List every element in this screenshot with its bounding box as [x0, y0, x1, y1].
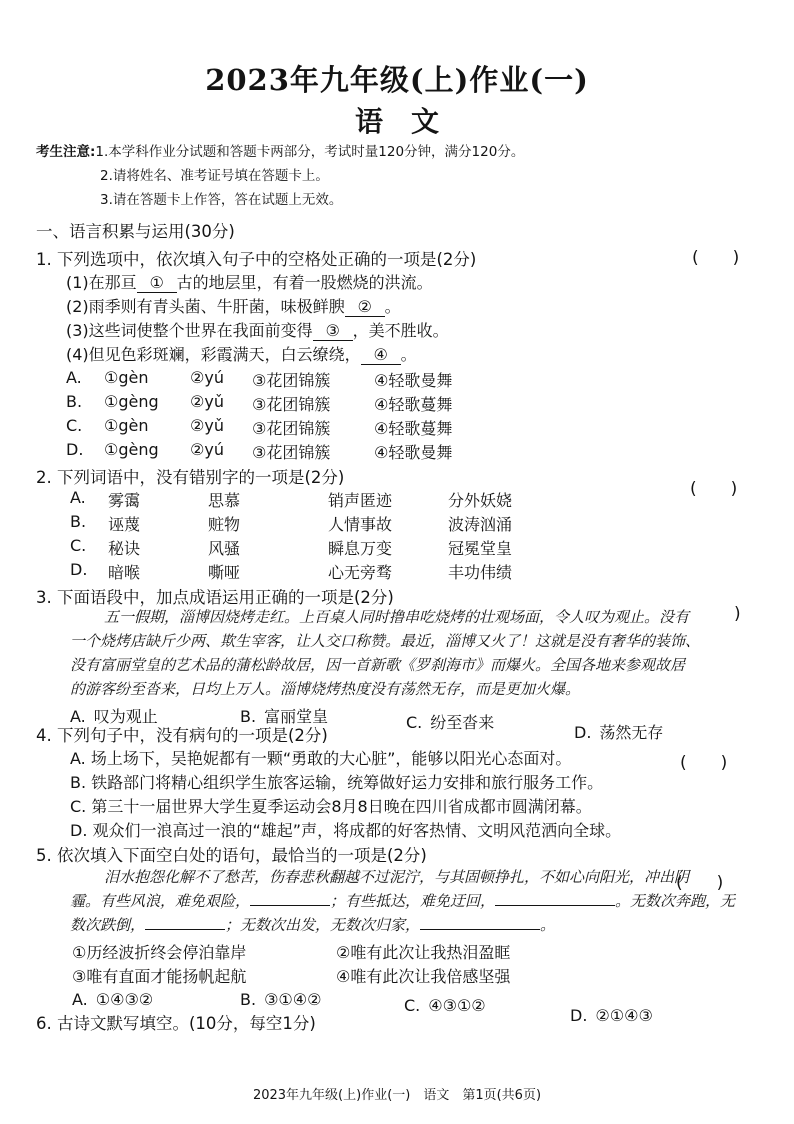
- option-item: 秘诀: [108, 539, 141, 558]
- q5-passage-line: 泪水抱怨化解不了愁苦，伤春悲秋翻越不过泥泞，与其固顿挣扎，不如心向阳光，冲出阴: [104, 868, 690, 886]
- q2-answer-bracket[interactable]: ( ): [690, 479, 738, 499]
- q3-passage-line: 一个烧烤店缺斤少两、欺生宰客，让人交口称赞。最近，淄博又火了！这就是没有奢华的装饰、: [70, 632, 701, 650]
- q5-option-c[interactable]: [404, 996, 486, 1015]
- subject-title: 语 文: [354, 105, 439, 138]
- option-item: ②yǔ: [190, 392, 224, 411]
- q1-line-text: (1)在那亘: [66, 273, 137, 292]
- q1-line: [66, 294, 401, 317]
- q1-line-text: (3)这些词使整个世界在我面前变得: [66, 321, 313, 340]
- q5-choice: ④唯有此次让我倍感坚强: [336, 967, 511, 986]
- q5-choice: ②唯有此次让我热泪盈眶: [336, 943, 511, 962]
- q1-option-b[interactable]: [66, 392, 452, 415]
- option-item: ①gèng: [104, 392, 159, 411]
- q5-choice: ③唯有直面才能扬帆起航: [72, 967, 247, 986]
- q1-line-text: (4)但见色彩斑斓，彩霞满天，白云缭绕，: [66, 345, 361, 364]
- option-label: C.: [70, 536, 87, 555]
- option-item: 冠冕堂皇: [448, 539, 513, 558]
- q2-stem: 2. 下列词语中，没有错别字的一项是(2分): [36, 468, 345, 487]
- q1-line-text: ，美不胜收。: [352, 321, 449, 340]
- q1-option-a[interactable]: [66, 368, 452, 391]
- option-item: ④轻歌曼舞: [374, 443, 453, 462]
- option-item: ①gèn: [104, 368, 149, 387]
- q1-blank: ②: [345, 297, 385, 317]
- section-title: 一、语言积累与运用(30分): [36, 222, 235, 241]
- q4-answer-bracket[interactable]: ( ): [680, 753, 728, 773]
- option-item: 荡然无存: [599, 723, 664, 742]
- q3-answer-bracket[interactable]: ): [734, 604, 741, 624]
- option-item: 波涛汹涌: [448, 515, 513, 534]
- option-item: 心无旁骛: [328, 563, 393, 582]
- q5-blank[interactable]: [250, 905, 330, 906]
- option-item: 分外妖娆: [448, 491, 513, 510]
- option-label: B.: [240, 707, 257, 726]
- q1-blank: ③: [313, 321, 353, 341]
- q5-answer-bracket[interactable]: ( ): [676, 873, 724, 893]
- option-item: ③花团锦簇: [252, 395, 331, 414]
- q1-line: [66, 318, 449, 341]
- notice-line-1: [36, 140, 524, 160]
- option-item: ①gèng: [104, 440, 159, 459]
- page-title: 2023年九年级(上)作业(一): [205, 63, 589, 97]
- option-item: ④③①②: [428, 996, 486, 1015]
- option-item: 诬蔑: [108, 515, 141, 534]
- q5-stem: 5. 依次填入下面空白处的语句，最恰当的一项是(2分): [36, 846, 427, 865]
- option-label: D.: [70, 560, 88, 579]
- option-label: D.: [66, 440, 84, 459]
- q1-option-d[interactable]: [66, 440, 452, 463]
- q3-option-c[interactable]: [406, 710, 494, 733]
- option-item: ②yú: [190, 368, 224, 387]
- q5-passage-line: [70, 890, 735, 911]
- q4-stem: 4. 下列句子中，没有病句的一项是(2分): [36, 726, 328, 745]
- q4-option-d[interactable]: D. 观众们一浪高过一浪的“雄起”声，将成都的好客热情、文明风范洒向全球。: [70, 821, 622, 840]
- q2-option-c[interactable]: [70, 536, 512, 559]
- option-label: C.: [406, 713, 423, 732]
- q1-answer-bracket[interactable]: ( ): [692, 248, 740, 268]
- option-label: C.: [404, 996, 421, 1015]
- option-label: B.: [240, 990, 257, 1009]
- option-label: D.: [570, 1006, 588, 1025]
- option-item: ③花团锦簇: [252, 371, 331, 390]
- option-item: 富丽堂皇: [264, 707, 329, 726]
- page-footer: 2023年九年级(上)作业(一) 语文 第1页(共6页): [252, 1088, 542, 1103]
- option-label: A.: [70, 488, 86, 507]
- q1-line-text: 。: [384, 297, 401, 316]
- option-item: 赃物: [208, 515, 241, 534]
- q1-line: [66, 342, 417, 365]
- option-label: C.: [66, 416, 83, 435]
- option-item: 销声匿迹: [328, 491, 393, 510]
- q2-option-d[interactable]: [70, 560, 512, 583]
- option-item: ④轻歌蔓舞: [374, 395, 453, 414]
- option-item: 思慕: [208, 491, 241, 510]
- option-item: ②①④③: [595, 1006, 653, 1025]
- q5-choice: ①历经波折终会停泊靠岸: [72, 943, 247, 962]
- q5-passage-text: 霾。有些风浪，难免艰险，: [70, 892, 251, 910]
- q3-passage-line: 没有富丽堂皇的艺术品的蒲松龄故居，因一首新歌《罗刹海市》而爆火。全国各地来参观故居: [70, 656, 686, 674]
- q1-blank: ④: [361, 345, 401, 365]
- q1-blank: ①: [137, 273, 177, 293]
- option-item: 嘶哑: [208, 563, 241, 582]
- q5-passage-text: ；有些抵达，难免迂回，: [330, 892, 496, 910]
- q5-option-b[interactable]: [240, 990, 321, 1009]
- option-item: 暗喉: [108, 563, 141, 582]
- notice-item: 3.请在答题卡上作答，答在试题上无效。: [100, 192, 343, 208]
- option-item: 瞬息万变: [328, 539, 393, 558]
- q5-option-d[interactable]: [570, 1006, 653, 1025]
- notice-item: 1.本学科作业分试题和答题卡两部分，考试时量120分钟，满分120分。: [95, 144, 525, 160]
- option-item: 叹为观止: [93, 707, 158, 726]
- option-item: ④轻歌曼舞: [374, 371, 453, 390]
- q5-passage-text: 数次跌倒，: [70, 916, 146, 934]
- option-label: A.: [72, 990, 88, 1009]
- q1-option-c[interactable]: [66, 416, 452, 439]
- q5-passage-text: ；无数次出发，无数次归家，: [225, 916, 421, 934]
- option-item: 雾霭: [108, 491, 141, 510]
- option-label: B.: [66, 392, 83, 411]
- option-item: 丰功伟绩: [448, 563, 513, 582]
- option-label: B.: [70, 512, 87, 531]
- q1-line-text: 。: [400, 345, 417, 364]
- q1-line-text: 古的地层里，有着一股燃烧的洪流。: [176, 273, 433, 292]
- option-item: ①④③②: [95, 990, 154, 1009]
- q4-option-b[interactable]: B. 铁路部门将精心组织学生旅客运输，统筹做好运力安排和旅行服务工作。: [70, 773, 604, 792]
- q3-passage-line: 的游客纷至沓来，日均上万人。淄博烧烤热度没有荡然无存，而是更加火爆。: [70, 680, 581, 698]
- option-label: A.: [66, 368, 82, 387]
- option-label: A.: [70, 707, 86, 726]
- q1-line-text: (2)雨季则有青头菌、牛肝菌，味极鲜腴: [66, 297, 345, 316]
- q2-option-b[interactable]: [70, 512, 512, 535]
- q5-passage-text: 。无数次奔跑，无: [615, 892, 736, 910]
- q2-option-a[interactable]: [70, 488, 512, 511]
- q1-stem: 1. 下列选项中，依次填入句子中的空格处正确的一项是(2分): [36, 250, 477, 269]
- q3-passage-line: 五一假期，淄博因烧烤走红。上百桌人同时撸串吃烧烤的壮观场面，令人叹为观止。没有: [104, 608, 690, 626]
- q3-option-d[interactable]: [574, 720, 663, 743]
- q4-option-a[interactable]: A. 场上场下，吴艳妮都有一颗“勇敢的大心脏”，能够以阳光心态面对。: [70, 749, 572, 768]
- q5-option-a[interactable]: [72, 990, 153, 1009]
- option-item: ③花团锦簇: [252, 443, 331, 462]
- option-item: ③①④②: [264, 990, 322, 1009]
- q5-passage-line: [70, 914, 555, 935]
- q3-stem: 3. 下面语段中，加点成语运用正确的一项是(2分): [36, 588, 394, 607]
- q4-option-c[interactable]: C. 第三十一届世界大学生夏季运动会8月8日晚在四川省成都市圆满闭幕。: [70, 797, 592, 816]
- q5-passage-text: 。: [540, 916, 556, 934]
- option-item: ②yú: [190, 440, 224, 459]
- notice-label: 考生注意:: [36, 144, 96, 160]
- option-item: 纷至沓来: [430, 713, 495, 732]
- option-label: D.: [574, 723, 592, 742]
- q1-line: [66, 270, 433, 293]
- option-item: 人情事故: [328, 515, 393, 534]
- option-item: 风骚: [208, 539, 241, 558]
- option-item: ③花团锦簇: [252, 419, 331, 438]
- option-item: ④轻歌蔓舞: [374, 419, 453, 438]
- notice-item: 2.请将姓名、准考证号填在答题卡上。: [100, 168, 329, 184]
- q5-blank[interactable]: [420, 929, 540, 930]
- option-item: ②yǔ: [190, 416, 224, 435]
- q5-blank[interactable]: [495, 905, 615, 906]
- option-item: ①gèn: [104, 416, 149, 435]
- q5-blank[interactable]: [145, 929, 225, 930]
- q6-stem: 6. 古诗文默写填空。(10分，每空1分): [36, 1014, 316, 1033]
